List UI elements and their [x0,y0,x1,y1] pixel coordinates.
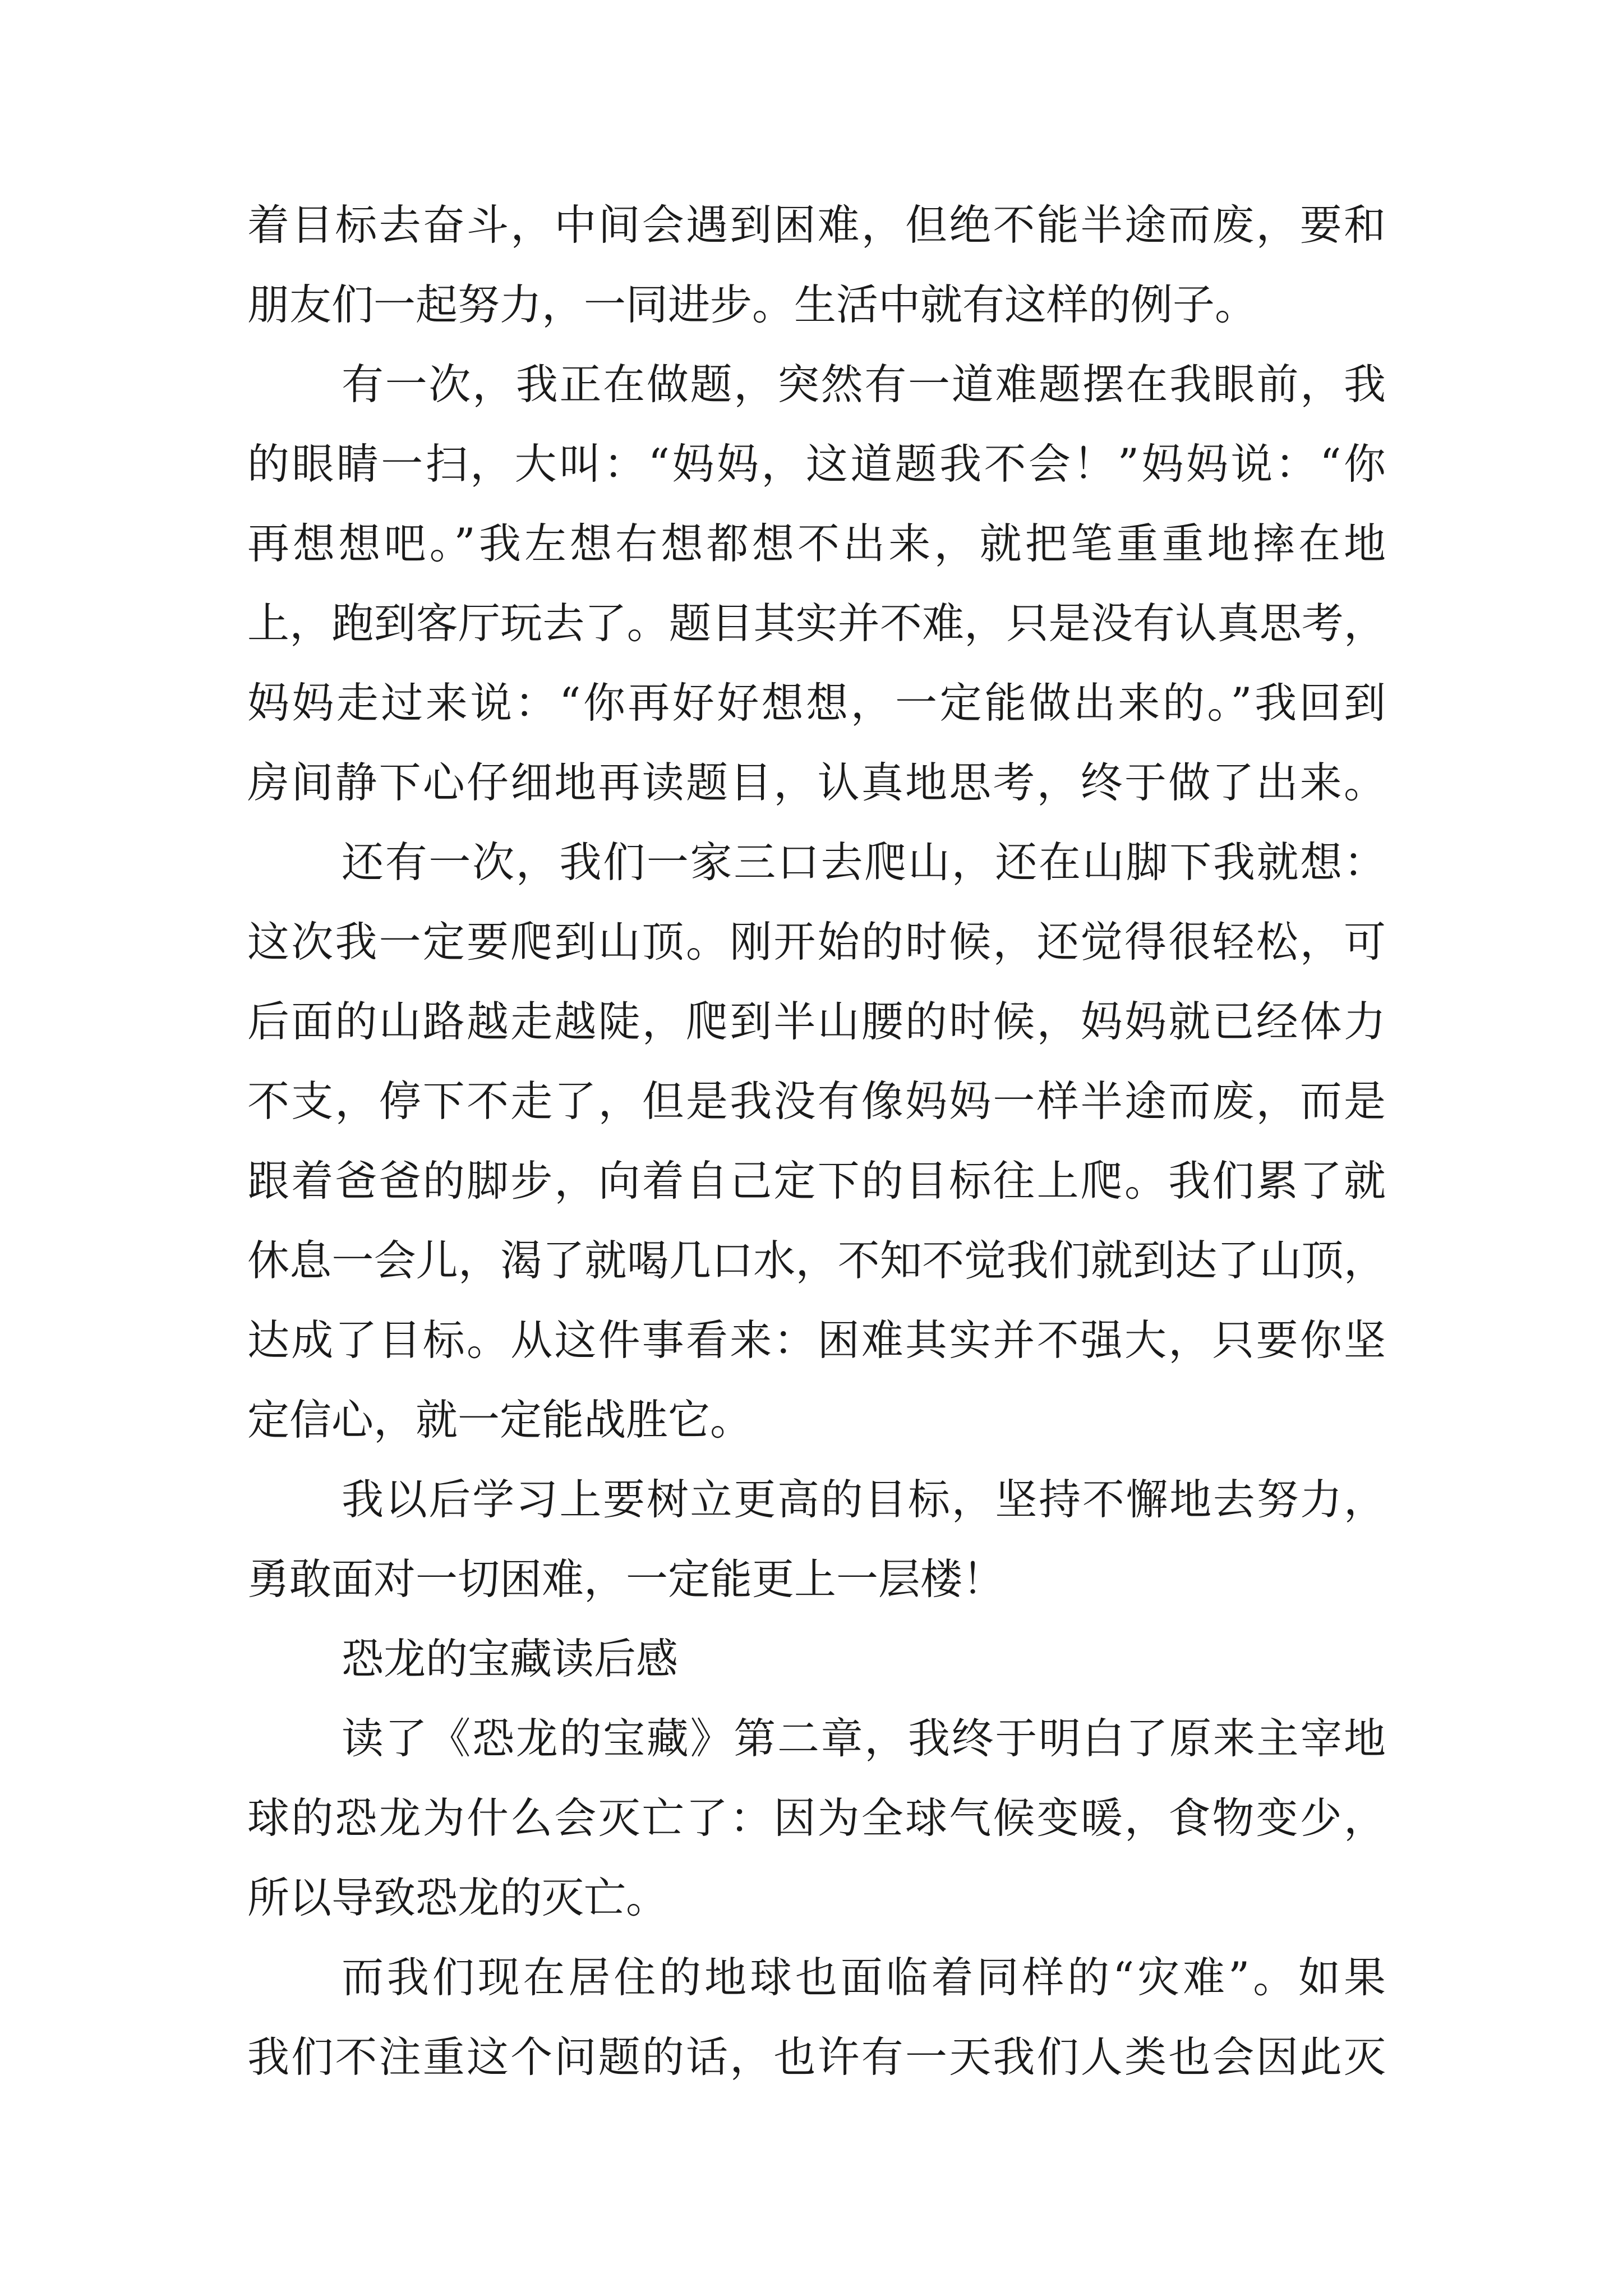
text-line: 上，跑到客厅玩去了。题目其实并不难，只是没有认真思考， [247,599,1386,648]
text-line: 定信心，就一定能战胜它。 [247,1395,753,1444]
text-line: 读了《恐龙的宝藏》第二章，我终于明白了原来主宰地 [342,1714,1386,1763]
text-line: 球的恐龙为什么会灭亡了：因为全球气候变暖，食物变少， [247,1793,1386,1843]
text-line: 达成了目标。从这件事看来：困难其实并不强大，只要你坚 [247,1315,1386,1365]
text-line: 后面的山路越走越陡，爬到半山腰的时候，妈妈就已经体力 [247,997,1386,1046]
text-line: 朋友们一起努力，一同进步。生活中就有这样的例子。 [247,280,1257,329]
text-line: 所以导致恐龙的灭亡。 [247,1873,668,1922]
text-line: 房间静下心仔细地再读题目，认真地思考，终于做了出来。 [247,758,1386,807]
text-line: 还有一次，我们一家三口去爬山，还在山脚下我就想： [342,838,1386,887]
text-line: 跟着爸爸的脚步，向着自己定下的目标往上爬。我们累了就 [247,1156,1386,1205]
text-line: 妈妈走过来说：“你再好好想想，一定能做出来的。”我回到 [247,678,1386,728]
text-line: 的眼睛一扫，大叫：“妈妈，这道题我不会！”妈妈说：“你 [247,439,1386,489]
text-line: 这次我一定要爬到山顶。刚开始的时候，还觉得很轻松，可 [247,917,1386,967]
text-line: 而我们现在居住的地球也面临着同样的“灾难”。如果 [342,1953,1386,2002]
body-text [247,185,1386,2097]
text-line: 休息一会儿，渴了就喝几口水，不知不觉我们就到达了山顶， [247,1236,1386,1285]
text-line: 有一次，我正在做题，突然有一道难题摆在我眼前，我 [342,360,1386,409]
text-line: 勇敢面对一切困难，一定能更上一层楼！ [247,1554,1005,1604]
text-line: 不支，停下不走了，但是我没有像妈妈一样半途而废，而是 [247,1076,1386,1126]
text-line: 着目标去奋斗，中间会遇到困难，但绝不能半途而废，要和 [247,200,1386,250]
text-line: 我以后学习上要树立更高的目标，坚持不懈地去努力， [342,1475,1386,1524]
text-line: 再想想吧。”我左想右想都想不出来，就把笔重重地摔在地 [247,519,1386,568]
section-title: 恐龙的宝藏读后感 [342,1634,679,1683]
text-line: 我们不注重这个问题的话，也许有一天我们人类也会因此灭 [247,2032,1386,2082]
